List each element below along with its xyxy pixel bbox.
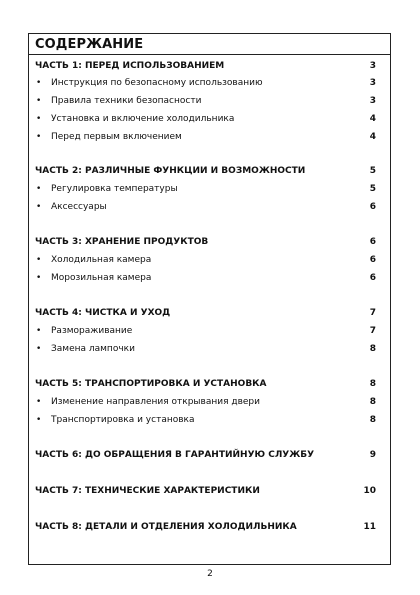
toc-item	[35, 271, 376, 285]
toc-item	[35, 413, 376, 427]
toc-page-number: 6	[369, 237, 376, 247]
toc-page-number: 6	[369, 202, 376, 212]
contents-frame	[28, 33, 391, 565]
bullet-icon: •	[36, 344, 42, 354]
toc-part-heading	[35, 377, 376, 391]
toc-entry-text: Установка и включение холодильника	[51, 114, 235, 124]
toc-page-number: 8	[369, 415, 376, 425]
toc-entry-text: ЧАСТЬ 7: ТЕХНИЧЕСКИЕ ХАРАКТЕРИСТИКИ	[35, 486, 260, 496]
toc-entry-text: ЧАСТЬ 2: РАЗЛИЧНЫЕ ФУНКЦИИ И ВОЗМОЖНОСТИ	[35, 166, 306, 176]
title-box	[29, 34, 390, 55]
bullet-icon: •	[36, 397, 42, 407]
toc-item	[35, 76, 376, 90]
toc-entry-text: Правила техники безопасности	[51, 96, 202, 106]
toc-page-number: 8	[369, 379, 376, 389]
bullet-icon: •	[36, 415, 42, 425]
toc-page-number: 11	[363, 522, 376, 532]
bullet-icon: •	[36, 78, 42, 88]
bullet-icon: •	[36, 132, 42, 142]
toc-page-number: 6	[369, 273, 376, 283]
toc-part-heading	[35, 484, 376, 498]
bullet-icon: •	[36, 114, 42, 124]
toc-page-number: 3	[369, 61, 376, 71]
toc-entry-text: Транспортировка и установка	[51, 415, 195, 425]
toc-entry-text: ЧАСТЬ 4: ЧИСТКА И УХОД	[35, 308, 171, 318]
toc-part-heading	[35, 306, 376, 320]
toc-page-number: 5	[369, 184, 376, 194]
toc-page-number: 3	[369, 96, 376, 106]
toc-item	[35, 253, 376, 267]
bullet-icon: •	[36, 184, 42, 194]
toc-item	[35, 200, 376, 214]
toc-entry-text: ЧАСТЬ 5: ТРАНСПОРТИРОВКА И УСТАНОВКА	[35, 379, 267, 389]
toc-item	[35, 342, 376, 356]
toc-page-number: 3	[369, 78, 376, 88]
contents-title: СОДЕРЖАНИЕ	[35, 37, 144, 52]
toc-entry-text: Холодильная камера	[51, 255, 152, 265]
toc-page-number: 5	[369, 166, 376, 176]
toc-entry-text: ЧАСТЬ 1: ПЕРЕД ИСПОЛЬЗОВАНИЕМ	[35, 61, 225, 71]
bullet-icon: •	[36, 273, 42, 283]
toc-page-number: 8	[369, 344, 376, 354]
toc-entry-text: Замена лампочки	[51, 344, 135, 354]
bullet-icon: •	[36, 96, 42, 106]
toc-entry-text: ЧАСТЬ 8: ДЕТАЛИ И ОТДЕЛЕНИЯ ХОЛОДИЛЬНИКА	[35, 522, 297, 532]
page-number: 2	[207, 569, 213, 579]
toc-part-heading	[35, 520, 376, 534]
bullet-icon: •	[36, 255, 42, 265]
toc-item	[35, 112, 376, 126]
toc-item	[35, 324, 376, 338]
toc-item	[35, 395, 376, 409]
toc-page-number: 4	[369, 114, 376, 124]
toc-part-heading	[35, 448, 376, 462]
toc-page-number: 9	[369, 450, 376, 460]
toc-entry-text: Перед первым включением	[51, 132, 182, 142]
toc-page-number: 6	[369, 255, 376, 265]
toc-entry-text: ЧАСТЬ 6: ДО ОБРАЩЕНИЯ В ГАРАНТИЙНУЮ СЛУЖБУ	[35, 450, 315, 460]
toc-item	[35, 130, 376, 144]
toc-entry-text: Размораживание	[51, 326, 133, 336]
toc-entry-text: Морозильная камера	[51, 273, 152, 283]
toc-item	[35, 182, 376, 196]
toc-page-number: 10	[363, 486, 376, 496]
toc-page-number: 7	[369, 326, 376, 336]
toc-entry-text: ЧАСТЬ 3: ХРАНЕНИЕ ПРОДУКТОВ	[35, 237, 209, 247]
toc-part-heading	[35, 59, 376, 73]
bullet-icon: •	[36, 202, 42, 212]
bullet-icon: •	[36, 326, 42, 336]
toc-part-heading	[35, 164, 376, 178]
toc-entry-text: Аксессуары	[51, 202, 107, 212]
toc-part-heading	[35, 235, 376, 249]
toc-entry-text: Инструкция по безопасному использованию	[51, 78, 263, 88]
toc-page-number: 8	[369, 397, 376, 407]
toc-entry-text: Изменение направления открывания двери	[51, 397, 260, 407]
toc-item	[35, 94, 376, 108]
toc-entry-text: Регулировка температуры	[51, 184, 178, 194]
toc-page-number: 7	[369, 308, 376, 318]
toc-page-number: 4	[369, 132, 376, 142]
